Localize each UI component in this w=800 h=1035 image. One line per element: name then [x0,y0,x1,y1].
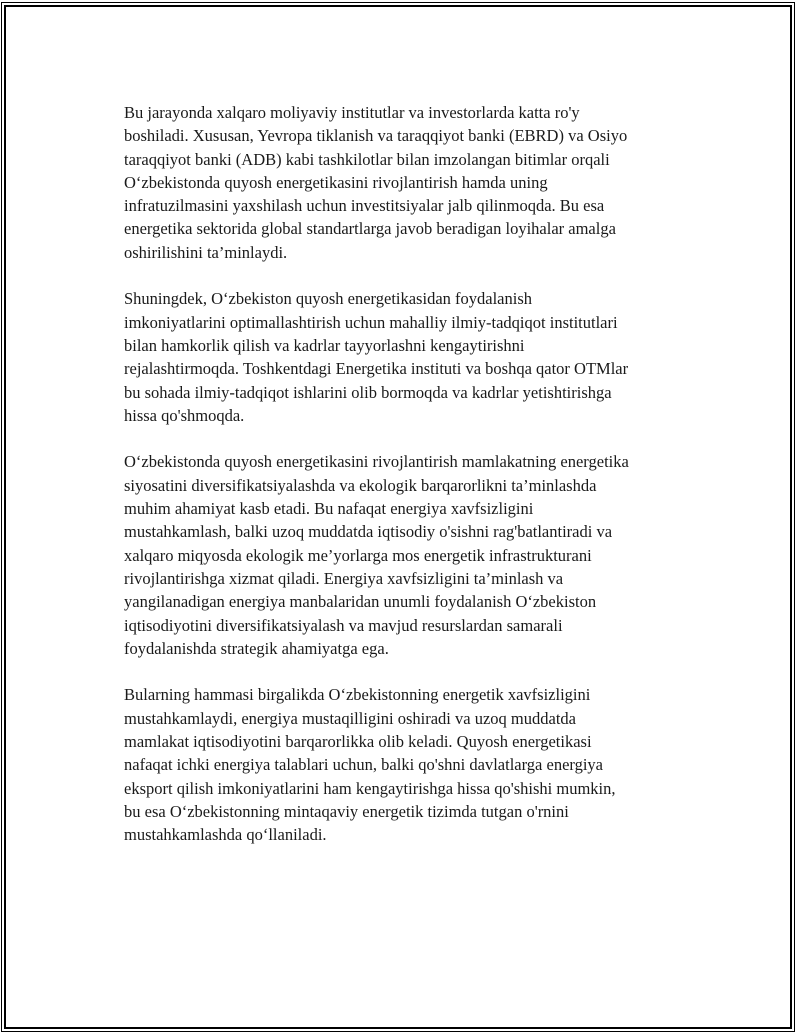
paragraph-energy-policy: O‘zbekistonda quyosh energetikasini rivojlantirish mamlakatning energetika siyosatini diversifikatsiyalashda va ekologik barqarorlikni ta’minlashda muhim ahamiyat kasb etadi. Bu nafaqat energiya xavfsizligini mustahkamlash, balki uzoq muddatda iqtisodiy o'sishni rag'batlantiradi va xalqaro miqyosda ekologik me’yorlarga mos energetik infrastrukturani rivojlantirishga xizmat qiladi. Energiya xavfsizligini ta’minlash va yangilanadigan energiya manbalaridan unumli foydalanish O‘zbekiston iqtisodiyotini diversifikatsiyalash va mavjud resurslardan samarali foydalanishda strategik ahamiyatga ega. [124,452,629,658]
paragraph-research-cooperation: Shuningdek, O‘zbekiston quyosh energetikasidan foydalanish imkoniyatlarini optimallashtirish uchun mahalliy ilmiy-tadqiqot institutlari bilan hamkorlik qilish va kadrlar tayyorlashni kengaytirishni rejalashtirmoqda. Toshkentdagi Energetika instituti va boshqa qator OTMlar bu sohada ilmiy-tadqiqot ishlarini olib bormoqda va kadrlar yetishtirishga hissa qo'shmoqda. [124,289,629,425]
document-body [124,101,704,870]
paragraph-conclusion: Bularning hammasi birgalikda O‘zbekistonning energetik xavfsizligini mustahkamlaydi, energiya mustaqilligini oshiradi va uzoq muddatda mamlakat iqtisodiyotini barqarorlikka olib keladi. Quyosh energetikasi nafaqat ichki energiya talablari uchun, balki qo'shni davlatlarga energiya eksport qilish imkoniyatlarini ham kengaytirishga hissa qo'shishi mumkin, bu esa O‘zbekistonning mintaqaviy energetik tizimda tutgan o'rnini mustahkamlashda qo‘llaniladi. [124,685,616,845]
paragraph-international-investment: Bu jarayonda xalqaro moliyaviy institutlar va investorlarda katta ro'y boshiladi. Xususan, Yevropa tiklanish va taraqqiyot banki (EBRD) va Osiyo taraqqiyot banki (ADB) kabi tashkilotlar bilan imzolangan bitimlar orqali O‘zbekistonda quyosh energetikasini rivojlantirish hamda uning infratuzilmasini yaxshilash uchun investitsiyalar jalb qilinmoqda. Bu esa energetika sektorida global standartlarga javob beradigan loyihalar amalga oshirilishini ta’minlaydi. [124,103,628,262]
page-border [4,5,792,1029]
